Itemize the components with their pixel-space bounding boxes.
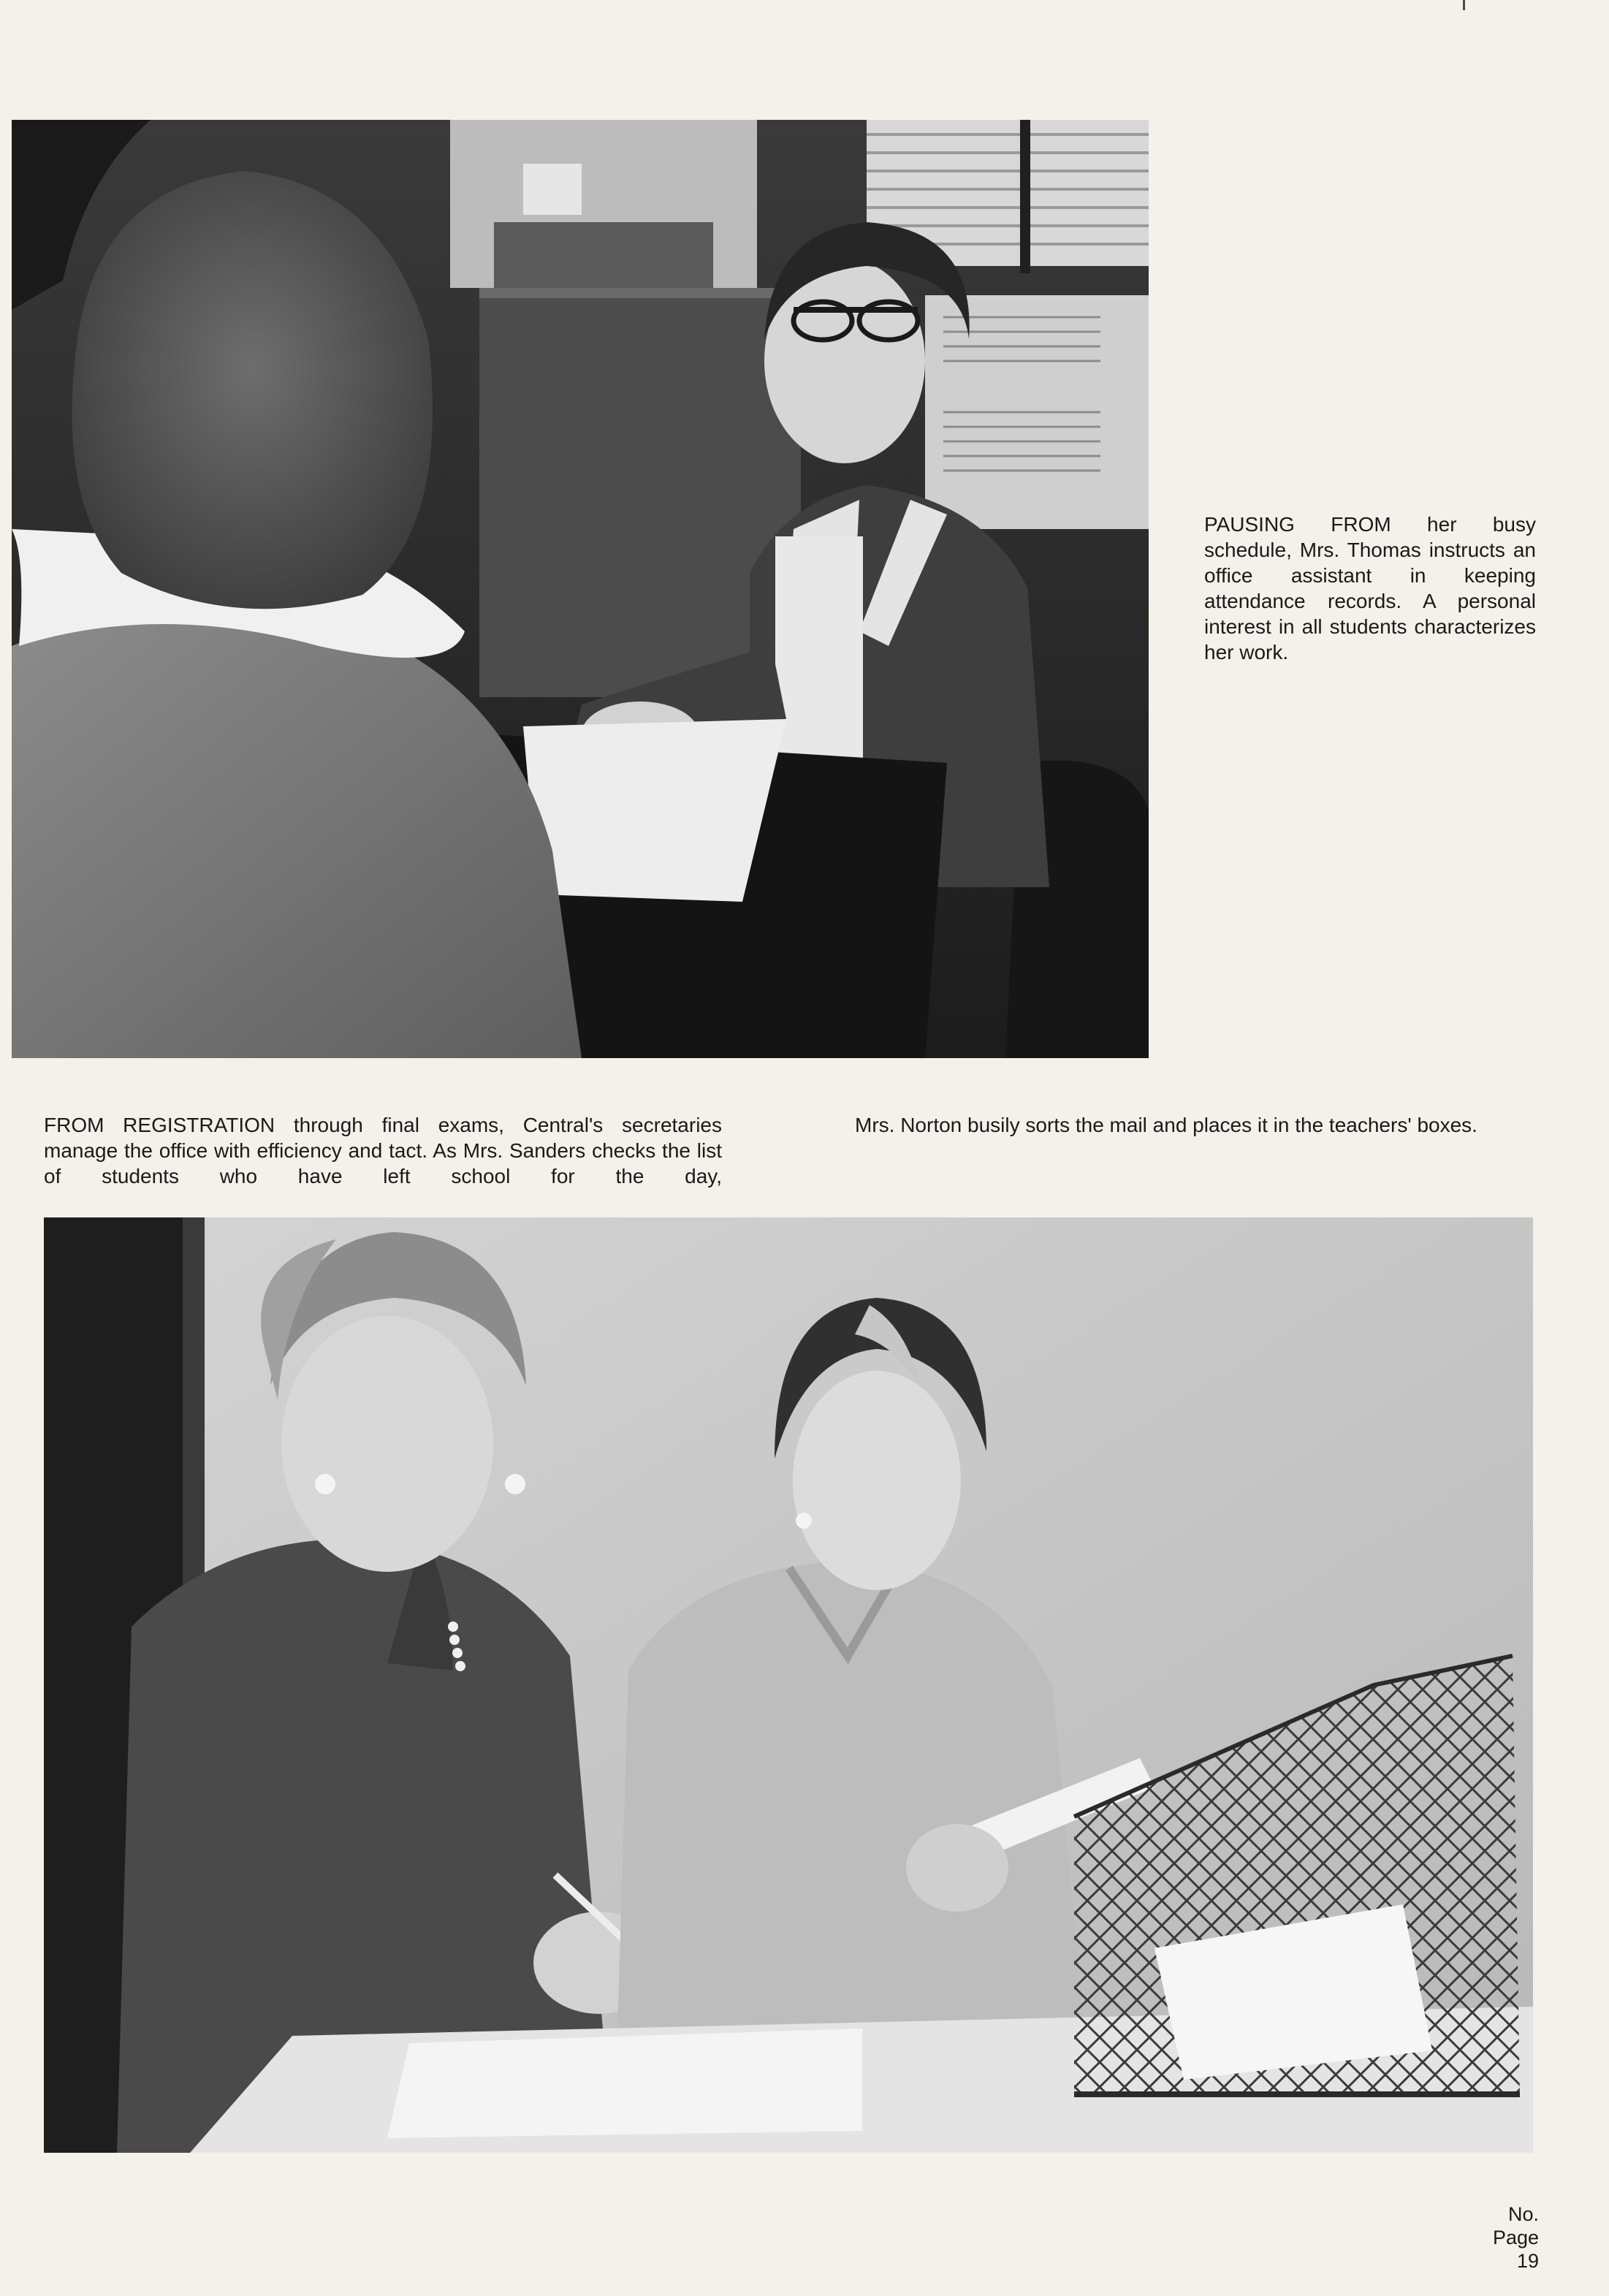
caption-mrs-thomas	[1204, 512, 1536, 665]
photo-office-assistant	[12, 120, 1149, 1058]
photo-bottom-illustration	[44, 1217, 1533, 2153]
photo-secretaries	[44, 1217, 1533, 2153]
caption-norton-text: Mrs. Norton busily sorts the mail and places it in the teachers' boxes.	[855, 1114, 1477, 1136]
caption-thomas-lead: PAUSING FROM	[1204, 513, 1391, 536]
caption-mrs-sanders	[44, 1112, 722, 1189]
page-number-block	[1493, 2202, 1539, 2273]
caption-mrs-norton	[855, 1112, 1513, 1138]
photo-top-illustration	[12, 120, 1149, 1058]
page-edge-mark	[1463, 0, 1465, 10]
caption-sanders-lead: FROM REGISTRATION	[44, 1114, 275, 1136]
folio-page-label: Page	[1492, 2227, 1539, 2249]
caption-sanders-text: through final exams, Central's secretaries manage the office with efficiency and tact. As Mrs. Sanders checks the list of students who have left school for the day,	[44, 1114, 722, 1187]
caption-thomas-text: her busy schedule, Mrs. Thomas instructs an office assistant in keeping attendance records. A personal interest in all students characterizes her work.	[1204, 513, 1537, 664]
page-number: 19	[1516, 2250, 1539, 2272]
folio-no-label: No.	[1507, 2203, 1539, 2225]
